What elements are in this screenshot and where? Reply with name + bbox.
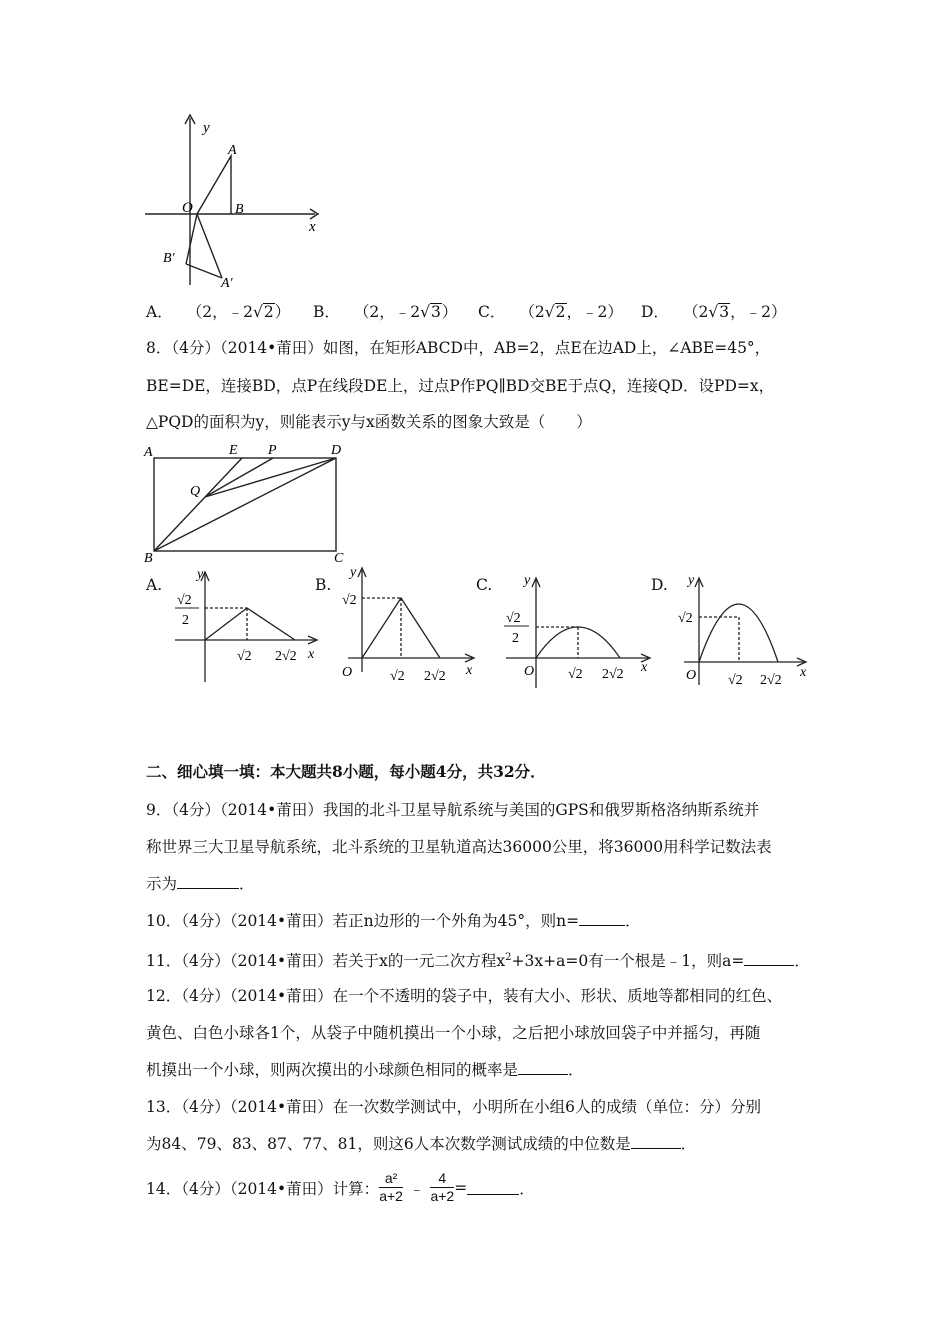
q8-graph-d-xtick-2: 2√2 (760, 673, 782, 688)
q8-graph-a-xtick-1: √2 (237, 649, 252, 664)
q8-label-B: B (144, 551, 153, 566)
q8-line-1: 8．（4分）（2014•莆田）如图，在矩形ABCD中，AB=2，点E在边AD上，∠ABE=45°， (146, 339, 771, 357)
q7-label-B-prime: B′ (163, 251, 175, 266)
q12-line-2: 黄色、白色小球各1个，从袋子中随机摸出一个小球，之后把小球放回袋子中并摇匀，再随 (146, 1024, 761, 1042)
q8-graph-a-ytick-den: 2 (182, 613, 189, 628)
q8-graph-a-x: x (308, 647, 315, 662)
q10: 10．（4分）（2014•莆田）若正n边形的一个外角为45°，则n= ． (146, 912, 641, 930)
q8-graph-d[interactable] (674, 570, 819, 695)
section-2-heading: 二、细心填一填：本大题共8小题，每小题4分，共32分． (146, 762, 546, 781)
q8-graph-a-ytick-num: √2 (177, 593, 192, 608)
q8-graph-b-xtick-1: √2 (390, 669, 405, 684)
q9-line-1: 9．（4分）（2014•莆田）我国的北斗卫星导航系统与美国的GPS和俄罗斯格洛纳斯系统并 (146, 801, 760, 819)
q7-option-b[interactable]: B． （2，﹣2√3） (313, 303, 458, 321)
q8-graph-b-ytick: √2 (342, 593, 357, 608)
q7-label-O: O (182, 200, 193, 216)
q8-graph-d-ytick: √2 (678, 611, 693, 626)
q7-option-a[interactable]: A． （2，﹣2√2） (146, 303, 291, 321)
q13-answer-blank[interactable] (631, 1134, 681, 1149)
q8-label-A: A (144, 445, 153, 460)
q8-graph-d-xtick-1: √2 (728, 673, 743, 688)
q8-line-2: BE=DE，连接BD，点P在线段DE上，过点P作PQ∥BD交BE于点Q，连接QD．设PD=x， (146, 377, 775, 395)
q8-graph-d-y: y (688, 573, 695, 588)
q8-graph-b[interactable] (340, 562, 485, 687)
q14: 14．（4分）（2014•莆田）计算： $\frac{\text{a²}}{a+2}$ ﹣ $\frac{4}{a+2}$ = ． (146, 1170, 535, 1204)
q7-label-A-prime: A′ (221, 276, 233, 291)
q12-line-1: 12．（4分）（2014•莆田）在一个不透明的袋子中，装有大小、形状、质地等都相同的红色、 (146, 987, 783, 1005)
q12-line-3: 机摸出一个小球，则两次摸出的小球颜色相同的概率是 ． (146, 1061, 584, 1079)
q8-graph-c[interactable] (496, 568, 656, 693)
q8-graph-c-y: y (524, 573, 531, 588)
q8-option-a-label[interactable]: A. (146, 576, 163, 594)
q8-label-P: P (268, 443, 277, 458)
q7-figure (135, 110, 335, 295)
q8-graph-d-origin: O (686, 668, 697, 683)
q8-figure (138, 438, 353, 568)
q8-graph-a-xtick-2: 2√2 (275, 649, 297, 664)
q8-label-Q: Q (190, 484, 201, 499)
q8-graph-a[interactable] (165, 562, 325, 687)
q8-label-D: D (331, 443, 342, 458)
q8-option-b-label[interactable]: B. (315, 576, 332, 594)
q7-label-A: A (228, 143, 237, 158)
q7-option-c[interactable]: C． （2√2，﹣2） (478, 303, 623, 321)
q13-line-1: 13．（4分）（2014•莆田）在一次数学测试中，小明所在小组6人的成绩（单位：分）分别 (146, 1098, 762, 1116)
q8-graph-c-xtick-2: 2√2 (602, 667, 624, 682)
q14-answer-blank[interactable] (467, 1180, 519, 1195)
q8-label-E: E (229, 443, 238, 458)
q8-graph-c-origin: O (524, 664, 535, 679)
q8-line-3: △PQD的面积为y，则能表示y与x函数关系的图象大致是（ ） (146, 413, 592, 431)
q14-fraction-1: $\frac{\text{a²}}{a+2}$ (379, 1170, 403, 1204)
q8-graph-b-xtick-2: 2√2 (424, 669, 446, 684)
q11-answer-blank[interactable] (744, 951, 794, 966)
q8-label-C: C (334, 551, 344, 566)
q8-graph-a-y: y (197, 567, 204, 582)
q8-graph-c-ytick-den: 2 (512, 631, 519, 646)
q8-graph-d-x: x (800, 665, 807, 680)
q7-option-d[interactable]: D． （2√3，﹣2） (641, 303, 787, 321)
q8-graph-c-xtick-1: √2 (568, 667, 583, 682)
q10-answer-blank[interactable] (579, 911, 625, 926)
q8-option-d-label[interactable]: D. (651, 576, 668, 594)
q9-line-2: 称世界三大卫星导航系统，北斗系统的卫星轨道高达36000公里，将36000用科学记数法表 (146, 838, 772, 856)
q14-fraction-2: $\frac{4}{a+2}$ (430, 1170, 455, 1204)
q7-label-B: B (235, 202, 244, 217)
q13-line-2: 为84、79、83、87、77、81，则这6人本次数学测试成绩的中位数是 ． (146, 1135, 697, 1153)
q11: 11．（4分）（2014•莆田）若关于x的一元二次方程$x^2+3x+a=0$有一个根是﹣1，则a= ． (146, 952, 810, 971)
q8-graph-c-ytick-num: √2 (506, 611, 521, 626)
q7-label-x: x (309, 219, 316, 235)
q9-line-3: 示为 ． (146, 875, 255, 893)
q8-option-c-label[interactable]: C. (476, 576, 493, 594)
q9-answer-blank[interactable] (177, 874, 239, 889)
q8-graph-b-x: x (466, 663, 473, 678)
q8-graph-c-x: x (641, 660, 648, 675)
q8-graph-b-origin: O (342, 665, 353, 680)
q12-answer-blank[interactable] (518, 1060, 568, 1075)
q8-graph-b-y: y (350, 565, 357, 580)
q7-label-y: y (203, 120, 210, 136)
